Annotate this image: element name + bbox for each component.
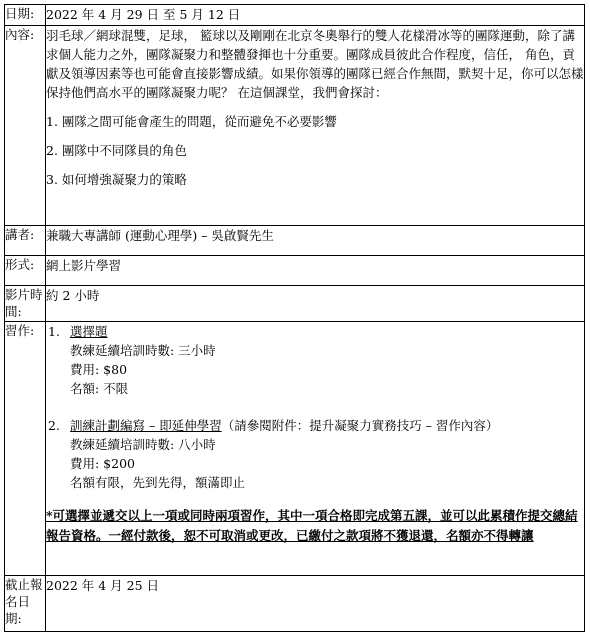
- content-row: [5, 26, 585, 226]
- content-label: 內容:: [5, 26, 46, 226]
- assignment-detail: 教練延續培訓時數: 八小時: [70, 437, 216, 452]
- date-row: [5, 5, 585, 26]
- deadline-label: 截止報名日期:: [5, 576, 46, 632]
- date-value: 2022 年 4 月 29 日 至 5 月 12 日: [46, 5, 585, 26]
- format-row: [5, 256, 585, 286]
- duration-label: 影片時間:: [5, 286, 46, 322]
- assignment-title: 訓練計劃編寫 – 即延伸學習: [70, 418, 222, 433]
- assignment-detail: 教練延續培訓時數: 三小時: [70, 343, 216, 358]
- duration-value: 約 2 小時: [46, 286, 585, 322]
- content-point: 3. 如何增強凝聚力的策略: [46, 172, 187, 187]
- assignment-detail: 費用: $200: [70, 456, 135, 471]
- assignment-number: 2.: [48, 418, 60, 433]
- assignment-title-suffix: （請參閱附件：提升凝聚力實務技巧 – 習作內容）: [221, 418, 499, 433]
- assignment-detail: 名額有限，先到先得，額滿即止: [70, 475, 246, 490]
- assignment-item: [46, 322, 584, 398]
- content-point: 2. 團隊中不同隊員的角色: [46, 143, 187, 158]
- content-paragraph: 羽毛球／網球混雙，足球， 籃球以及剛剛在北京冬奧舉行的雙人花樣滑冰等的團隊運動，除了講求個人能力之外，團隊凝聚力和整體發揮也十分重要。團隊成員彼此合作程度，信任， 角色，貢獻及領導因素等也可能會直接影響成績。如果你領導的團隊已經合作無間，默契十足，你可以怎樣保持他們高水平的團隊凝聚力呢？ 在這個課堂，我們會探討：: [46, 28, 584, 100]
- date-label: 日期:: [5, 5, 46, 26]
- deadline-value: 2022 年 4 月 25 日: [46, 576, 585, 632]
- duration-row: [5, 286, 585, 322]
- format-label: 形式:: [5, 256, 46, 286]
- assignment-label: 習作:: [5, 322, 46, 576]
- assignment-number: 1.: [48, 324, 60, 339]
- assignment-item: [46, 416, 584, 492]
- content-points: [46, 112, 584, 189]
- speaker-value: 兼職大專講師 (運動心理學) – 吳啟賢先生: [46, 226, 585, 256]
- speaker-label: 講者:: [5, 226, 46, 256]
- content-point: 1. 團隊之間可能會產生的問題，從而避免不必要影響: [46, 114, 337, 129]
- speaker-row: [5, 226, 585, 256]
- course-info-table: [4, 4, 585, 632]
- format-value: 網上影片學習: [46, 256, 585, 286]
- assignment-note: *可選擇並遞交以上一項或同時兩項習作，其中一項合格即完成第五課，並可以此累積作提交總結報告資格。一經付款後，恕不可取消或更改，已繳付之款項將不獲退還，名額亦不得轉讓: [46, 508, 578, 543]
- assignment-row: [5, 322, 585, 576]
- deadline-row: [5, 576, 585, 632]
- assignment-detail: 費用: $80: [70, 362, 128, 377]
- assignment-title: 選擇題: [70, 324, 108, 339]
- assignment-detail: 名額: 不限: [70, 381, 129, 396]
